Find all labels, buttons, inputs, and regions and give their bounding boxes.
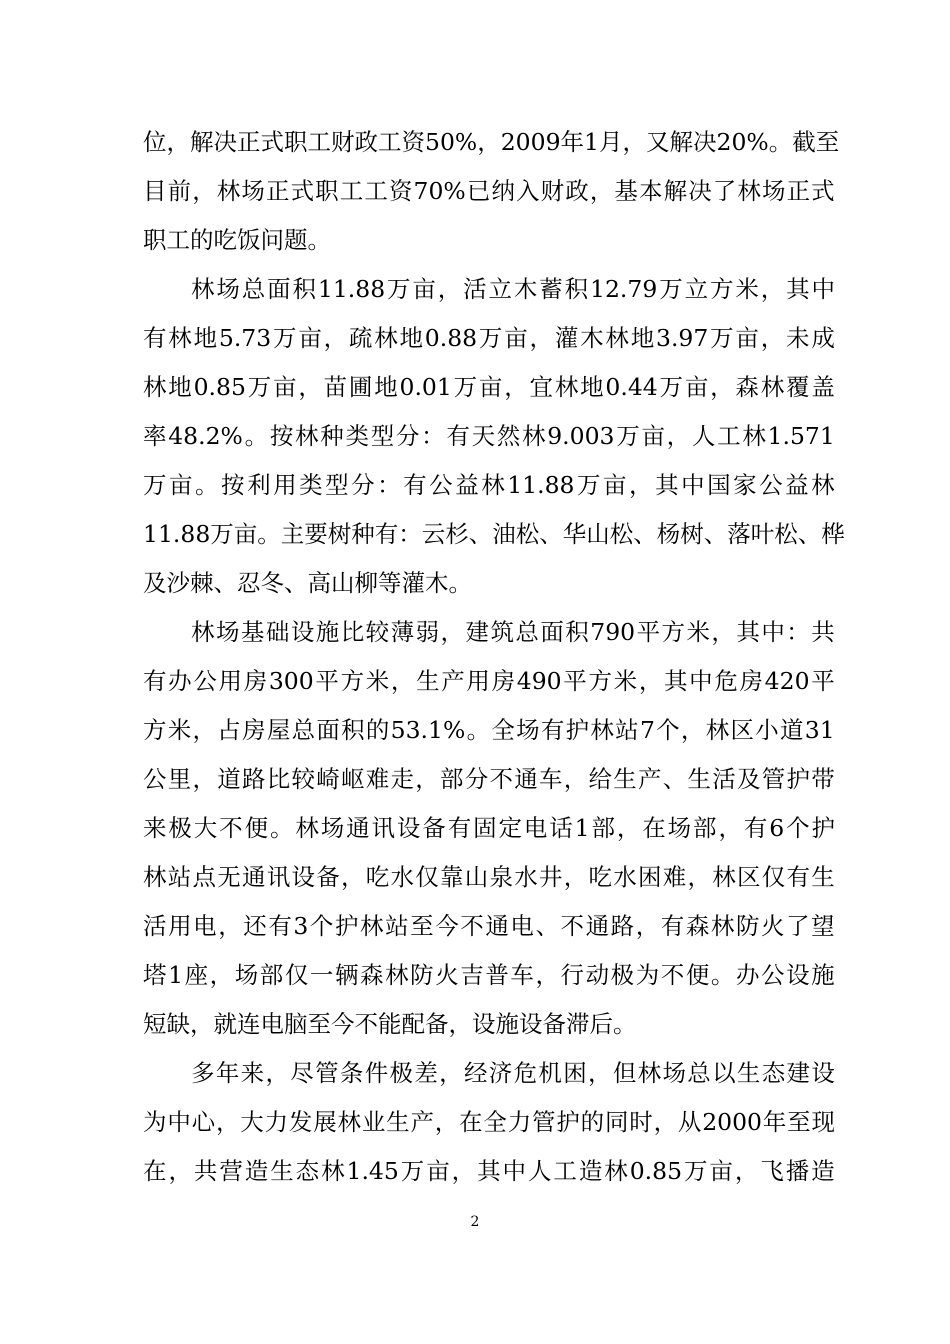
page-number: 2: [470, 1214, 480, 1230]
text-line: 率 48.2% 。 按 林 种 类 型 分 ： 有 天 然 林 9.003 万 亩 ， 人 工 林 1.571: [143, 422, 835, 450]
text-line: 万 亩 。 按 利 用 类 型 分 ： 有 公 益 林 11.88 万 亩 ， 其 中 国 家 公 益 林: [143, 471, 835, 499]
paragraph: [143, 1049, 835, 1196]
text-line: 多 年 来 ， 尽 管 条 件 极 差 ， 经 济 危 机 困 ， 但 林 场 总 以 生 态 建 设: [191, 1059, 835, 1087]
text-line: 公 里 ， 道 路 比 较 崎 岖 难 走 ， 部 分 不 通 车 ， 给 生 产 、 生 活 及 管 护 带: [143, 765, 835, 793]
text-line: 林 地 0.85 万 亩 ， 苗 圃 地 0.01 万 亩 ， 宜 林 地 0.44 万 亩 ， 森 林 覆 盖: [143, 373, 835, 401]
document-body: [143, 118, 845, 1196]
text-line: 有 林 地 5.73 万 亩 ， 疏 林 地 0.88 万 亩 ， 灌 木 林 地 3.97 万 亩 ， 未 成: [143, 324, 835, 352]
text-line: 活 用 电 ， 还 有 3 个 护 林 站 至 今 不 通 电 、 不 通 路 ， 有 森 林 防 火 了 望: [143, 912, 835, 940]
text-line: 有 办 公 用 房 300 平 方 米 ， 生 产 用 房 490 平 方 米 ， 其 中 危 房 420 平: [143, 667, 835, 695]
paragraph-container: [143, 118, 845, 1196]
text-line: 为 中 心 ， 大 力 发 展 林 业 生 产 ， 在 全 力 管 护 的 同 时 ， 从 2000 年 至 现: [143, 1108, 835, 1136]
text-line: 来 极 大 不 便 。 林 场 通 讯 设 备 有 固 定 电 话 1 部 ， 在 场 部 ， 有 6 个 护: [143, 814, 835, 842]
text-line: 林 站 点 无 通 讯 设 备 ， 吃 水 仅 靠 山 泉 水 井 ， 吃 水 困 难 ， 林 区 仅 有 生: [143, 863, 835, 891]
text-line: 职工的吃饭问题。: [143, 226, 331, 254]
paragraph: [143, 608, 835, 1049]
text-line: 目 前 ， 林 场 正 式 职 工 工 资 70% 已 纳 入 财 政 ， 基 本 解 决 了 林 场 正 式: [143, 177, 835, 205]
text-line: 位 ， 解 决 正 式 职 工 财 政 工 资 50% ， 2009 年 1 月 ， 又 解 决 20% 。 截 至: [143, 128, 840, 156]
text-line: 11.88 万 亩 。 主 要 树 种 有 ： 云 杉 、 油 松 、 华 山 松 、 杨 树 、 落 叶 松 、 桦: [143, 520, 845, 548]
paragraph: [143, 118, 840, 265]
paragraph: [143, 265, 845, 608]
text-line: 方 米 ， 占 房 屋 总 面 积 的 53.1% 。 全 场 有 护 林 站 7 个 ， 林 区 小 道 31: [143, 716, 835, 744]
text-line: 在 ， 共 营 造 生 态 林 1.45 万 亩 ， 其 中 人 工 造 林 0.85 万 亩 ， 飞 播 造: [143, 1157, 835, 1185]
text-line: 及沙棘、忍冬、高山柳等灌木。: [143, 569, 472, 597]
text-line: 短缺，就连电脑至今不能配备，设施设备滞后。: [143, 1010, 637, 1038]
text-line: 林 场 总 面 积 11.88 万 亩 ， 活 立 木 蓄 积 12.79 万 立 方 米 ， 其 中: [191, 275, 835, 303]
text-line: 林 场 基 础 设 施 比 较 薄 弱 ， 建 筑 总 面 积 790 平 方 米 ， 其 中 ： 共: [191, 618, 835, 646]
text-line: 塔 1 座 ， 场 部 仅 一 辆 森 林 防 火 吉 普 车 ， 行 动 极 为 不 便 。 办 公 设 施: [143, 961, 835, 989]
